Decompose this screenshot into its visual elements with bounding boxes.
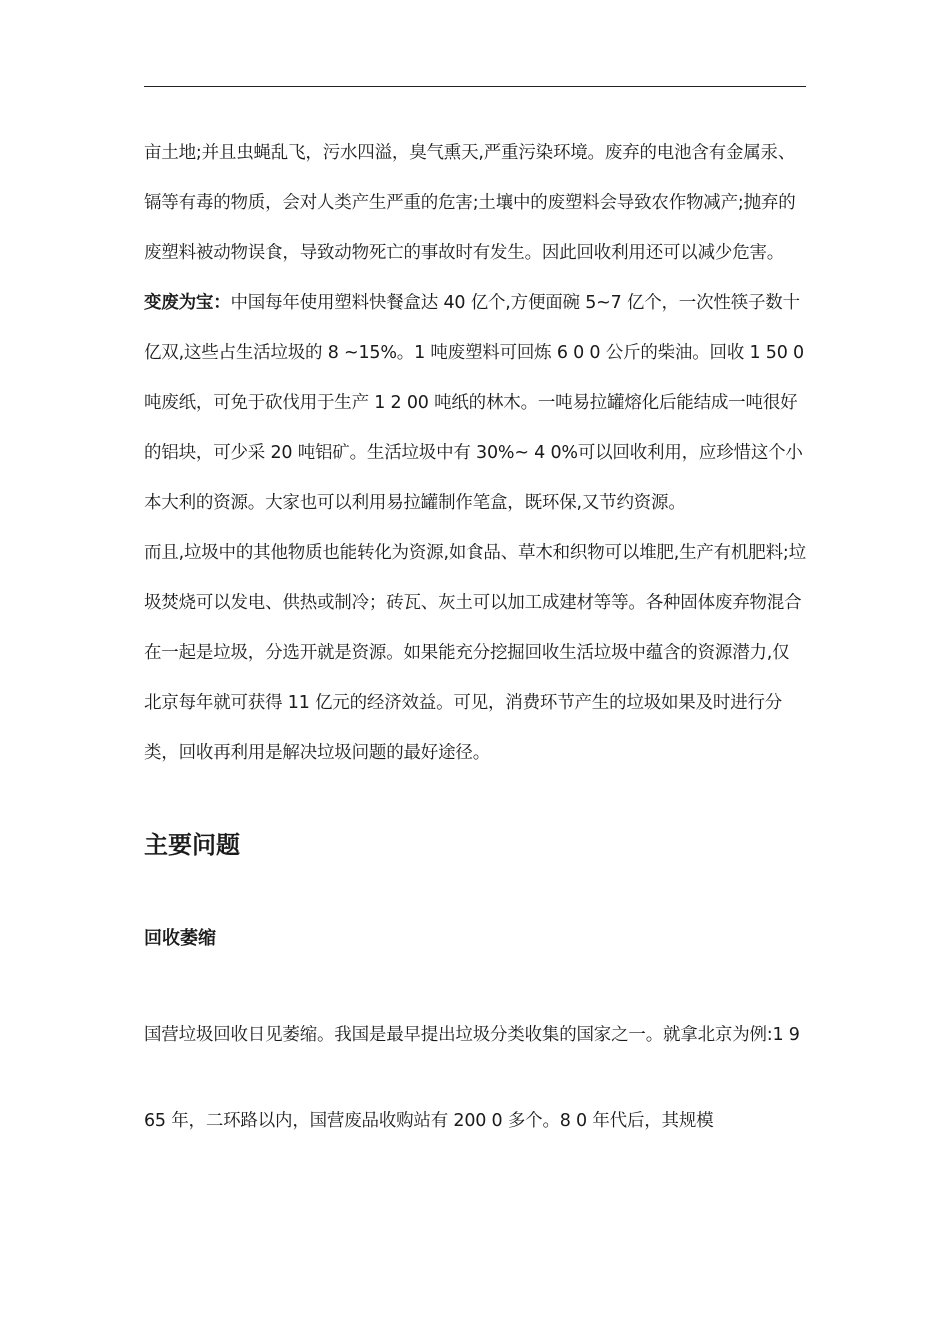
paragraph-waste-to-treasure [144,278,806,528]
header-rule [144,86,806,87]
paragraph-recycling-decline: 国营垃圾回收日见萎缩。我国是最早提出垃圾分类收集的国家之一。就拿北京为例:1 9 65 年，二环路以内，国营废品收购站有 200 0 多个。8 0 年代后，其规模 [144,1025,800,1131]
paragraph-resources: 而且,垃圾中的其他物质也能转化为资源,如食品、草木和织物可以堆肥,生产有机肥料;垃圾焚烧可以发电、供热或制冷；砖瓦、灰土可以加工成建材等等。各种固体废弃物混合在一起是垃圾，分选开就是资源。如果能充分挖掘回收生活垃圾中蕴含的资源潜力,仅北京每年就可获得 11 亿元的经济效益。可见，消费环节产生的垃圾如果及时进行分类，回收再利用是解决垃圾问题的最好途径。 [144,543,806,763]
subsection-heading: 回收萎缩 [144,928,216,949]
section-heading: 主要问题 [144,831,240,859]
paragraph-waste-to-treasure-text: 中国每年使用塑料快餐盒达 40 亿个,方便面碗 5~7 亿个，一次性筷子数十亿双,这些占生活垃圾的 8 ~15%。1 吨废塑料可回炼 6 0 0 公斤的柴油。回收 1 50 0 吨废纸，可免于砍伐用于生产 1 2 00 吨纸的林木。一吨易拉罐熔化后能结成一吨很好的铝块，可少采 20 吨铝矿。生活垃圾中有 30%~ 4 0%可以回收利用，应珍惜这个小本大利的资源。大家也可以利用易拉罐制作笔盒，既环保,又节约资源。 [144,293,804,513]
paragraph-lead-label: 变废为宝： [144,293,231,313]
paragraph-hazards: 亩土地;并且虫蝇乱飞，污水四溢，臭气熏天,严重污染环境。废弃的电池含有金属汞、镉等有毒的物质，会对人类产生严重的危害;土壤中的废塑料会导致农作物减产;抛弃的废塑料被动物误食，导致动物死亡的事故时有发生。因此回收利用还可以减少危害。 [144,143,796,263]
document-body [144,128,806,1164]
